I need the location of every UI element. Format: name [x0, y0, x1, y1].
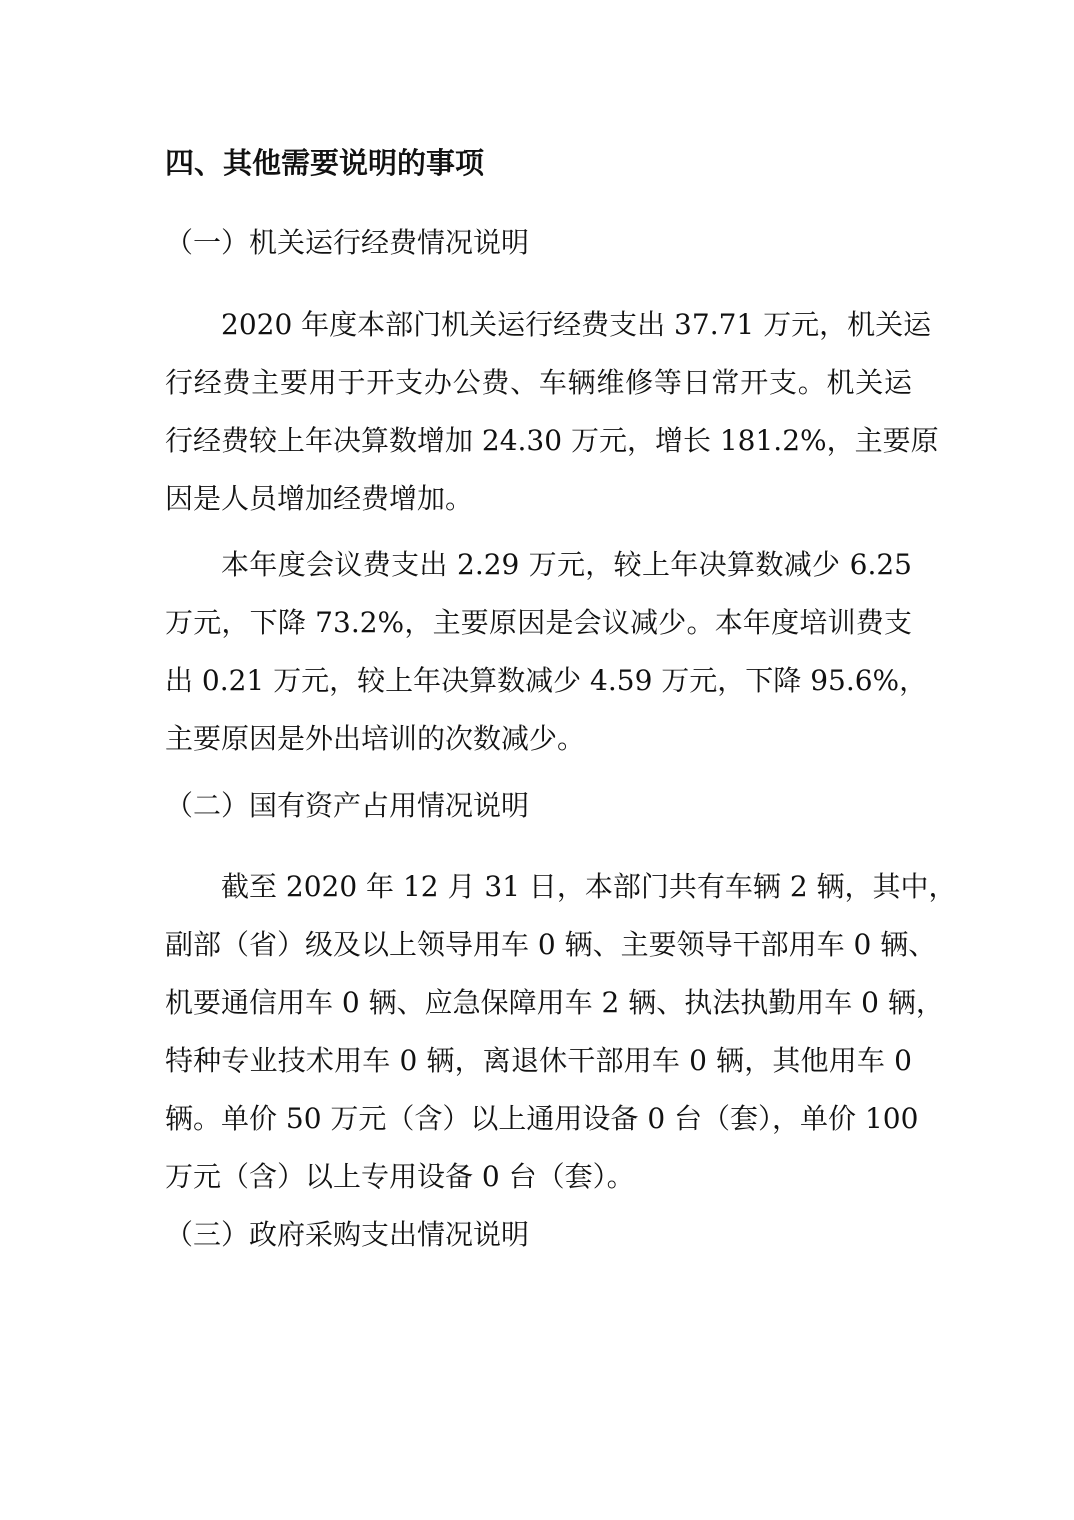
paragraph-line: 截至 2020 年 12 月 31 日，本部门共有车辆 2 辆，其中， — [221, 870, 957, 903]
paragraph-state-assets — [165, 858, 957, 1206]
paragraph-line: 行经费较上年决算数增加 24.30 万元，增长 181.2%，主要原 — [165, 424, 939, 457]
paragraph-line: 主要原因是外出培训的次数减少。 — [165, 722, 586, 755]
paragraph-line: 特种专业技术用车 0 辆，离退休干部用车 0 辆，其他用车 0 — [165, 1044, 912, 1077]
subsection-title-3: （三）政府采购支出情况说明 — [165, 1218, 530, 1251]
subsection-title-1: （一）机关运行经费情况说明 — [165, 226, 530, 259]
paragraph-meeting-training-expenses — [165, 536, 928, 768]
paragraph-operating-expenses — [165, 296, 939, 528]
paragraph-line: 出 0.21 万元，较上年决算数减少 4.59 万元，下降 95.6%， — [165, 664, 928, 697]
paragraph-line: 因是人员增加经费增加。 — [165, 482, 474, 515]
subsection-title-2: （二）国有资产占用情况说明 — [165, 789, 530, 822]
paragraph-line: 2020 年度本部门机关运行经费支出 37.71 万元，机关运 — [221, 308, 932, 341]
paragraph-line: 副部（省）级及以上领导用车 0 辆、主要领导干部用车 0 辆、 — [165, 928, 937, 961]
paragraph-line: 辆。单价 50 万元（含）以上通用设备 0 台（套），单价 100 — [165, 1102, 919, 1135]
paragraph-line: 本年度会议费支出 2.29 万元，较上年决算数减少 6.25 — [221, 548, 912, 581]
paragraph-line: 机要通信用车 0 辆、应急保障用车 2 辆、执法执勤用车 0 辆， — [165, 986, 944, 1019]
paragraph-line: 万元（含）以上专用设备 0 台（套）。 — [165, 1160, 635, 1193]
paragraph-line: 万元，下降 73.2%，主要原因是会议减少。本年度培训费支 — [165, 606, 912, 639]
section-heading: 四、其他需要说明的事项 — [165, 146, 485, 180]
paragraph-line: 行经费主要用于开支办公费、车辆维修等日常开支。机关运 — [165, 366, 912, 399]
